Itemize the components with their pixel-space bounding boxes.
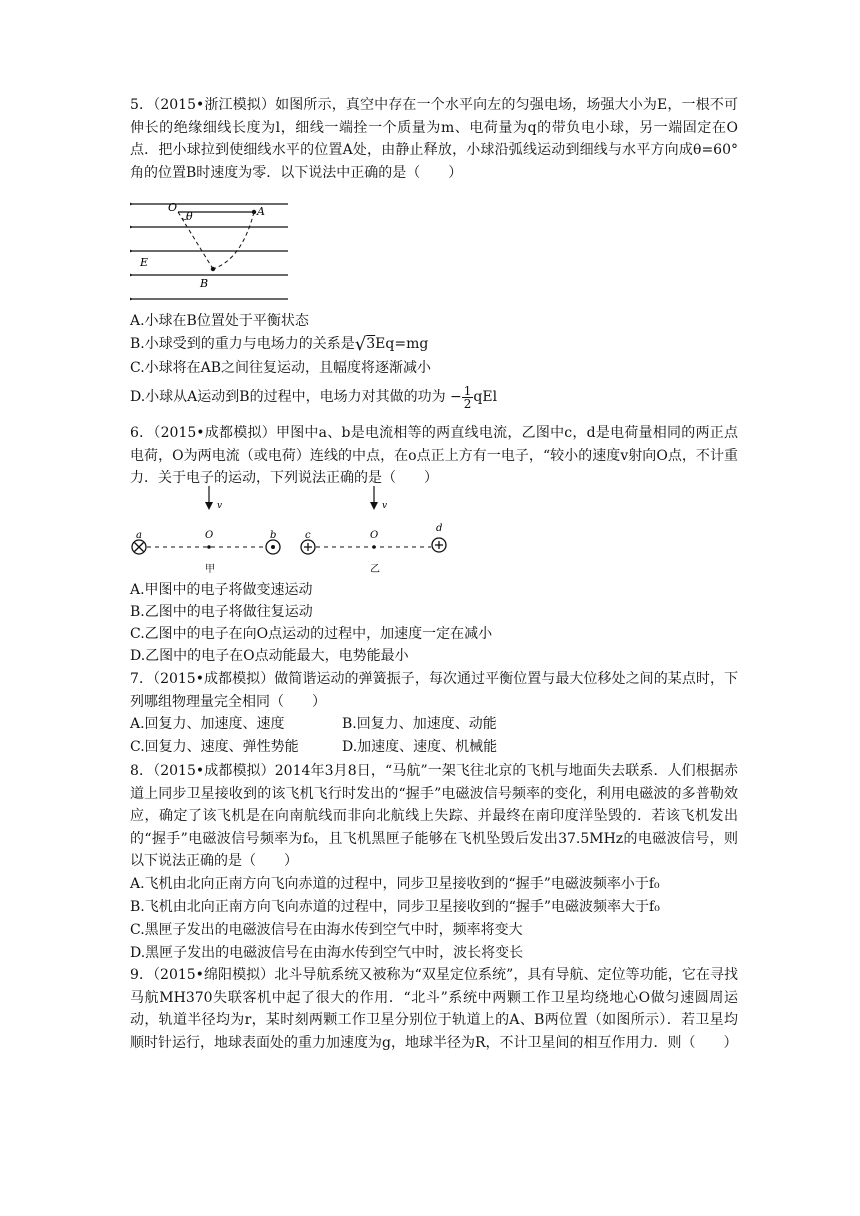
fraction-numerator: 1 bbox=[463, 383, 472, 398]
arc-path bbox=[213, 212, 254, 269]
q5-option-d-tail: qEl bbox=[473, 389, 498, 405]
q5-option-d bbox=[130, 382, 497, 412]
label-v2: v bbox=[382, 501, 388, 511]
sqrt-symbol: √ bbox=[354, 334, 367, 355]
q6-option-d: D.乙图中的电子在O点动能最大，电势能最小 bbox=[130, 648, 409, 664]
ball-b bbox=[211, 267, 215, 271]
label-v1: v bbox=[217, 501, 223, 511]
label-jia: 甲 bbox=[205, 564, 215, 574]
q5-option-b bbox=[130, 334, 428, 354]
q7-option-c: C.回复力、速度、弹性势能 bbox=[130, 739, 299, 755]
fraction-denominator: 2 bbox=[463, 396, 472, 411]
thread-dashed bbox=[178, 212, 213, 269]
q6-option-b: B.乙图中的电子将做往复运动 bbox=[130, 604, 313, 620]
label-e: E bbox=[140, 256, 149, 269]
q8-option-c: C.黑匣子发出的电磁波信号在由海水传到空气中时，频率将变大 bbox=[130, 922, 523, 938]
sqrt-radicand: 3 bbox=[366, 336, 376, 352]
label-theta: θ bbox=[186, 210, 193, 223]
label-o2: O bbox=[370, 530, 379, 541]
q7-option-d: D.加速度、速度、机械能 bbox=[342, 739, 498, 755]
q8-option-a: A.飞机由北向正南方向飞向赤道的过程中，同步卫星接收到的“握手”电磁波频率小于f₀ bbox=[130, 876, 660, 892]
q8-stem: 8．（2015•成都模拟）2014年3月8日，“马航”一架飞往北京的飞机与地面失去联系．人们根据赤道上同步卫星接收到的该飞机飞行时发出的“握手”电磁波信号频率的变化，利用电磁波的多普勒效应，确定了该飞机是在向南航线而非向北航线上失踪、并最终在南印度洋坠毁的．若该飞机发出的“握手”电磁波信号频率为f₀，且飞机黑匣子能够在飞机坠毁后发出37.5MHz的电磁波信号，则以下说法正确的是（ ） bbox=[130, 763, 738, 869]
q8-option-d: D.黑匣子发出的电磁波信号在由海水传到空气中时，波长将变长 bbox=[130, 945, 524, 961]
q5-option-c: C.小球将在AB之间往复运动，且幅度将逐渐减小 bbox=[130, 360, 432, 376]
q5-field-figure bbox=[130, 197, 290, 305]
velocity-arrowhead bbox=[205, 502, 213, 510]
q6-stem: 6．（2015•成都模拟）甲图中a、b是电流相等的两直线电流，乙图中c，d是电荷量相同的两正点电荷，O为两电流（或电荷）连线的中点，在o点正上方有一电子，“较小的速度v射向O点，不计重力．关于电子的运动，下列说法正确的是（ ） bbox=[130, 425, 738, 486]
q8-option-b: B.飞机由北向正南方向飞向赤道的过程中，同步卫星接收到的“握手”电磁波频率大于f₀ bbox=[130, 899, 660, 915]
q7-option-b: B.回复力、加速度、动能 bbox=[342, 716, 497, 732]
fraction bbox=[462, 385, 474, 410]
q5-option-b-text: B.小球受到的重力与电场力的关系是 bbox=[130, 336, 355, 352]
label-d: d bbox=[436, 523, 443, 534]
q7-stem: 7．（2015•成都模拟）做简谐运动的弹簧振子，每次通过平衡位置与最大位移处之间的某点时，下列哪组物理量完全相同（ ） bbox=[130, 671, 738, 710]
q5-option-a: A.小球在B位置处于平衡状态 bbox=[130, 313, 309, 329]
minus-sign: − bbox=[450, 389, 462, 405]
midpoint bbox=[207, 545, 211, 549]
label-a: A bbox=[257, 205, 265, 218]
label-o: O bbox=[168, 201, 178, 214]
velocity-arrowhead bbox=[370, 502, 378, 510]
label-b: B bbox=[200, 277, 209, 290]
q6-option-c: C.乙图中的电子在向O点运动的过程中，加速度一定在减小 bbox=[130, 626, 493, 642]
q9-stem: 9．（2015•绵阳模拟）北斗导航系统又被称为“双星定位系统”，具有导航、定位等功能，它在寻找马航MH370失联客机中起了很大的作用．“北斗”系统中两颗工作卫星均绕地心O做匀速圆周运动，轨道半径均为r，某时刻两颗工作卫星分别位于轨道上的A、B两位置（如图所示）．若卫星均顺时针运行，地球表面处的重力加速度为g，地球半径为R，不计卫星间的相互作用力．则（ ） bbox=[130, 967, 738, 1051]
q5-option-d-text: D.小球从A运动到B的过程中，电场力对其做的功为 bbox=[130, 389, 446, 405]
label-a: a bbox=[136, 530, 142, 541]
label-b: b bbox=[270, 530, 277, 541]
q5-stem: 5．（2015•浙江模拟）如图所示，真空中存在一个水平向左的匀强电场，场强大小为E，一根不可伸长的绝缘细线长度为l，细线一端拴一个质量为m、电荷量为q的带负电小球，另一端固定在O点．把小球拉到使细线水平的位置A处，由静止释放，小球沿弧线运动到细线与水平方向成θ=60°角的位置B时速度为零．以下说法中正确的是（ ） bbox=[130, 97, 738, 181]
label-o1: O bbox=[205, 530, 214, 541]
q5-option-b-tail: Eq=mg bbox=[375, 336, 429, 352]
midpoint bbox=[372, 545, 376, 549]
q7-option-a: A.回复力、加速度、速度 bbox=[130, 716, 285, 732]
label-c: c bbox=[305, 530, 311, 541]
q6-figure bbox=[130, 484, 460, 574]
label-yi: 乙 bbox=[370, 564, 380, 574]
q6-option-a: A.甲图中的电子将做变速运动 bbox=[130, 582, 313, 598]
